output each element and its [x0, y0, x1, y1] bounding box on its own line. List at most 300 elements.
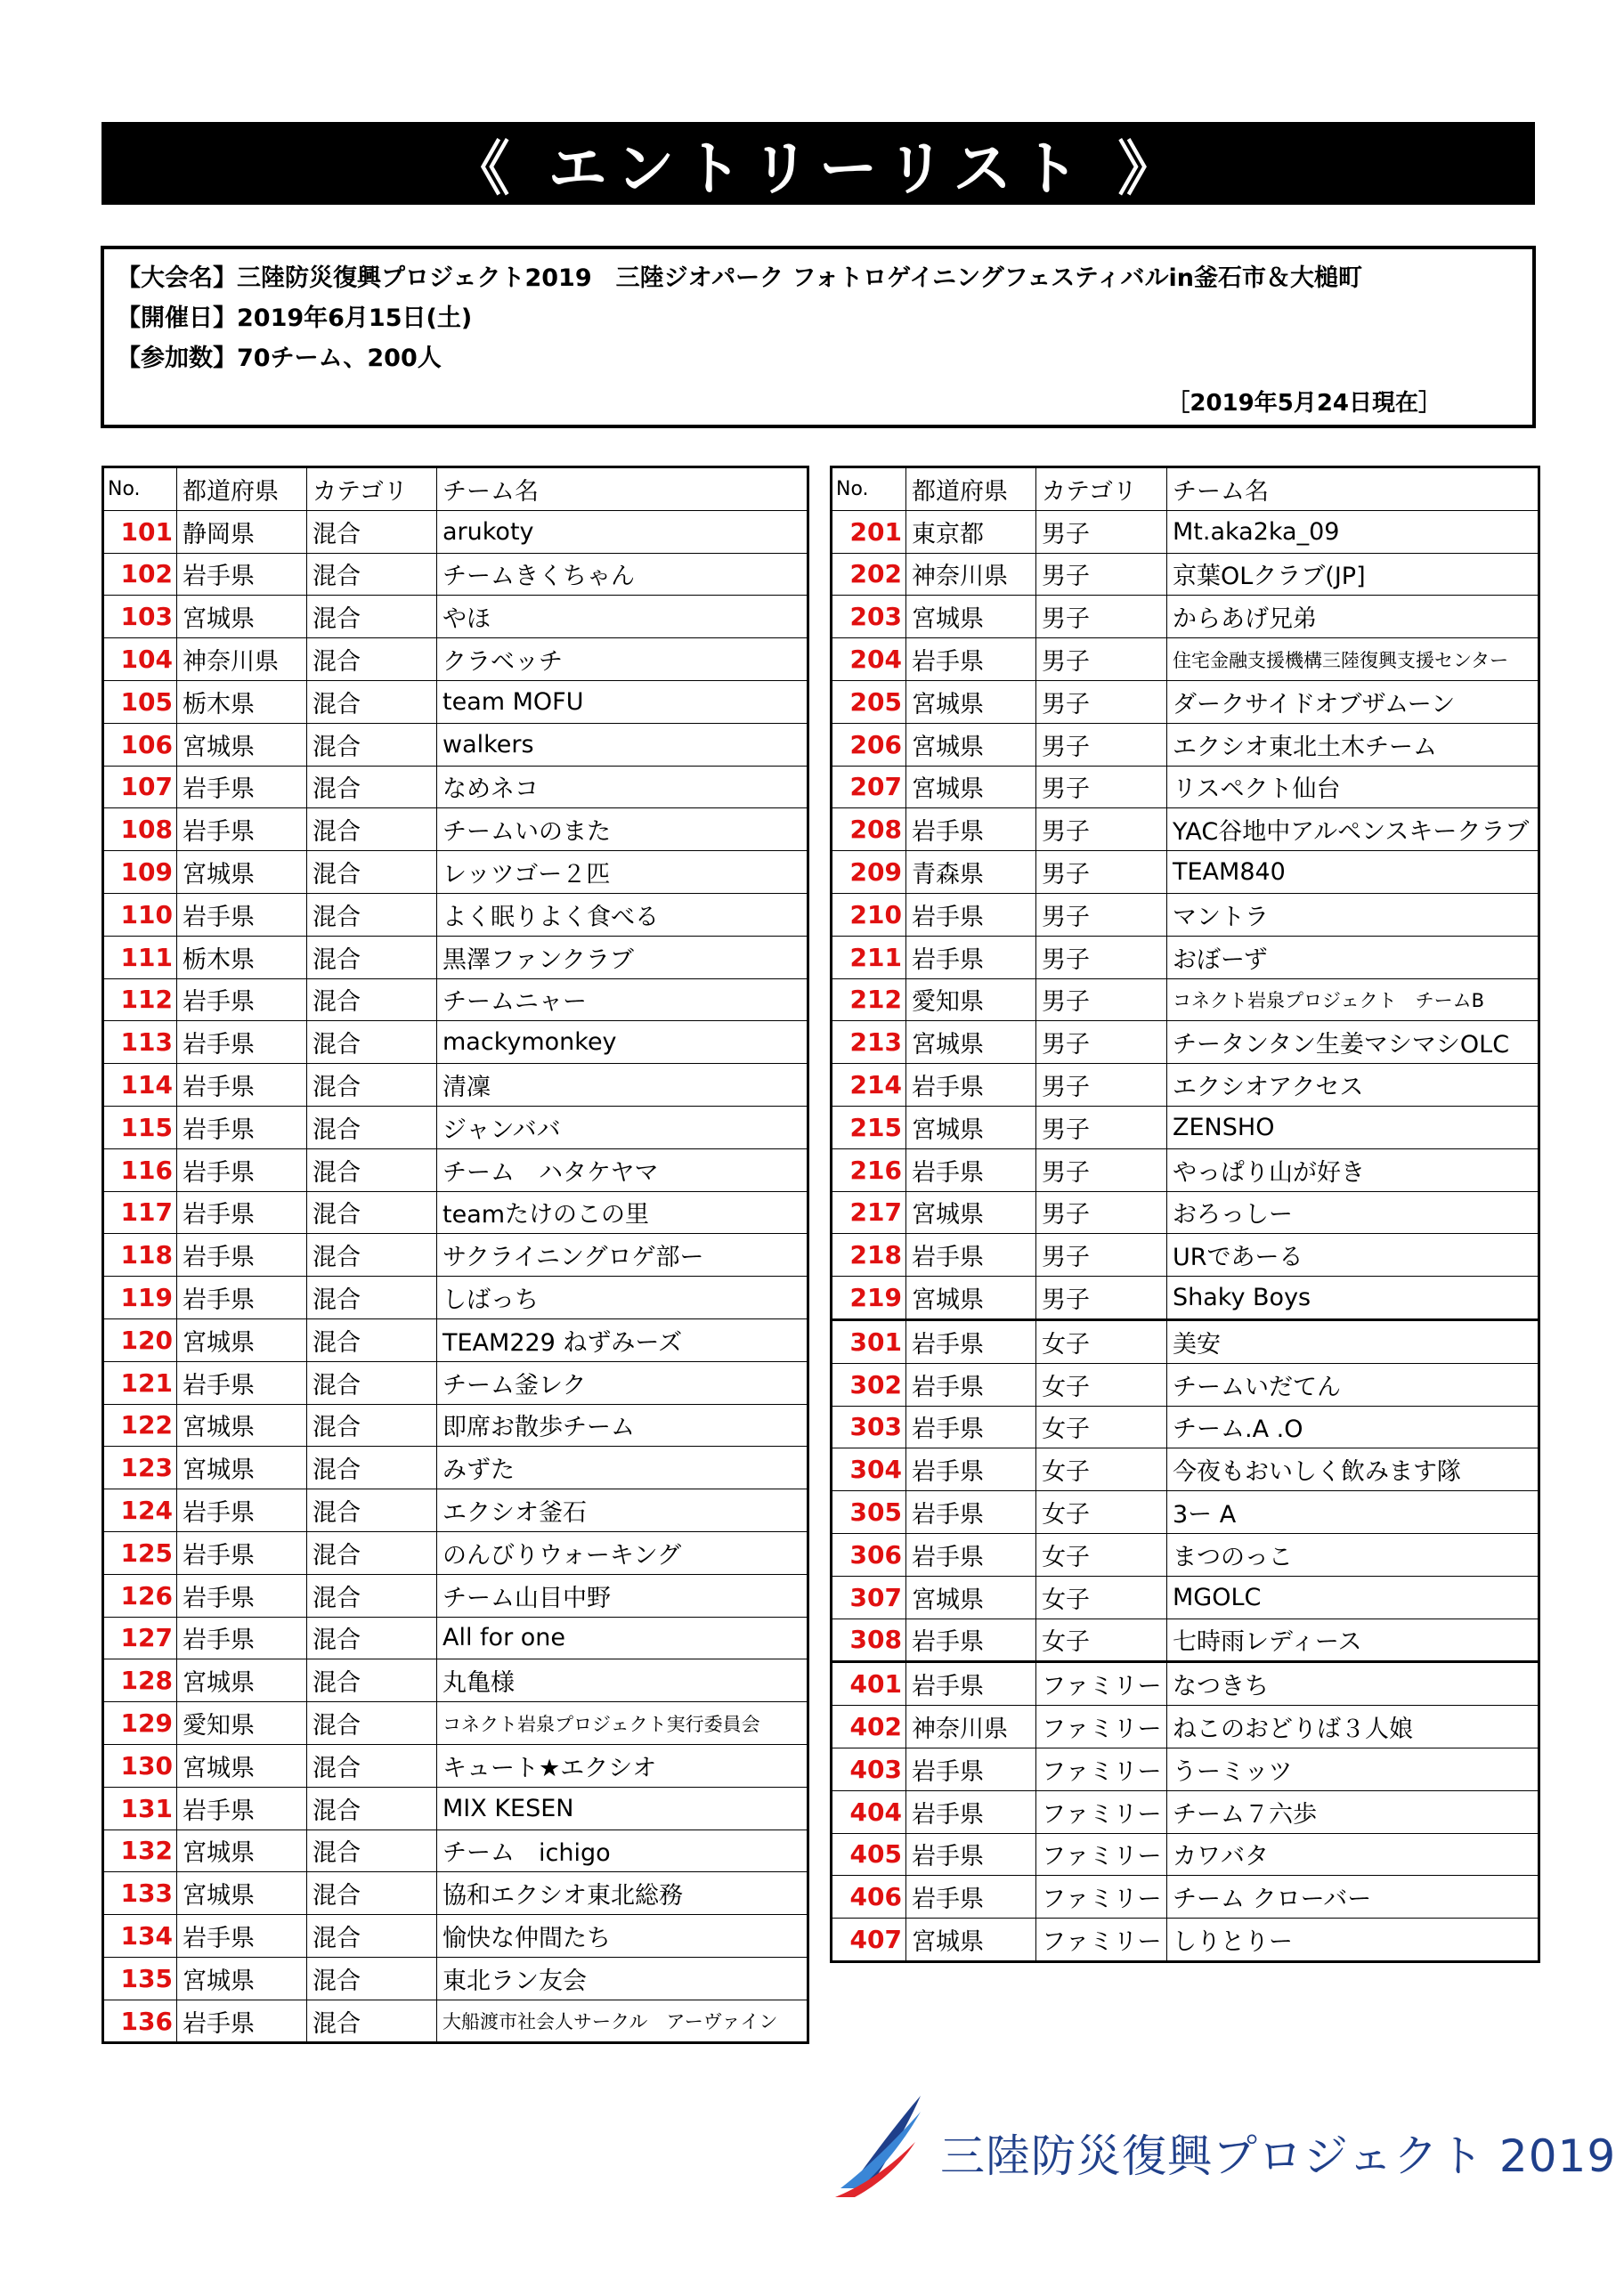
category-cell: 男子	[1036, 1148, 1167, 1191]
category-cell: 女子	[1036, 1406, 1167, 1448]
prefecture-cell: 岩手県	[906, 638, 1036, 681]
event-date: 【開催日】2019年6月15日(土)	[117, 304, 473, 332]
team-name-cell: しりとりー	[1167, 1919, 1539, 1962]
team-name-cell: チーム７六歩	[1167, 1790, 1539, 1833]
team-name-cell: Mt.aka2ka_09	[1167, 510, 1539, 553]
category-cell: 女子	[1036, 1576, 1167, 1619]
entry-number: 207	[832, 766, 906, 808]
prefecture-cell: 岩手県	[177, 1787, 307, 1829]
entry-number: 110	[103, 893, 177, 936]
entry-number: 307	[832, 1576, 906, 1619]
prefecture-cell: 岩手県	[177, 1531, 307, 1574]
prefecture-cell: 岩手県	[177, 1021, 307, 1064]
entry-number: 121	[103, 1361, 177, 1404]
entry-number: 203	[832, 596, 906, 638]
category-cell: 混合	[307, 510, 437, 553]
team-name-cell: 黒澤ファンクラブ	[437, 936, 808, 978]
team-name-cell: TEAM229 ねずみーズ	[437, 1318, 808, 1361]
entry-number: 106	[103, 723, 177, 766]
prefecture-cell: 宮城県	[906, 1576, 1036, 1619]
table-row	[103, 1617, 808, 1659]
category-cell: 混合	[307, 766, 437, 808]
event-name: 【大会名】三陸防災復興プロジェクト2019 三陸ジオパーク フォトロゲイニングフェスティバルin釜石市＆大槌町	[117, 264, 1363, 292]
entry-number: 218	[832, 1234, 906, 1277]
category-cell: 混合	[307, 553, 437, 596]
entry-number: 209	[832, 851, 906, 894]
prefecture-cell: 宮城県	[906, 1919, 1036, 1962]
column-header-prefecture: 都道府県	[906, 467, 1036, 511]
table-row	[832, 1533, 1539, 1576]
team-name-cell: team MOFU	[437, 680, 808, 723]
table-row	[832, 1064, 1539, 1107]
table-row	[832, 510, 1539, 553]
table-row	[103, 1361, 808, 1404]
table-row	[103, 1318, 808, 1361]
category-cell: ファミリー	[1036, 1833, 1167, 1876]
prefecture-cell: 岩手県	[906, 1064, 1036, 1107]
team-name-cell: みずた	[437, 1447, 808, 1489]
project-logo-text: 三陸防災復興プロジェクト 2019	[940, 2130, 1617, 2182]
table-row	[832, 1148, 1539, 1191]
category-cell: 女子	[1036, 1491, 1167, 1534]
team-name-cell: まつのっこ	[1167, 1533, 1539, 1576]
prefecture-cell: 宮城県	[906, 596, 1036, 638]
entry-number: 125	[103, 1531, 177, 1574]
column-header-no: No.	[103, 467, 177, 511]
category-cell: 混合	[307, 893, 437, 936]
column-header-category: カテゴリ	[307, 467, 437, 511]
table-row	[103, 510, 808, 553]
category-cell: ファミリー	[1036, 1706, 1167, 1748]
entry-number: 303	[832, 1406, 906, 1448]
prefecture-cell: 岩手県	[177, 1489, 307, 1532]
table-header-row	[103, 467, 808, 511]
category-cell: 混合	[307, 638, 437, 681]
team-name-cell: 大船渡市社会人サークル アーヴァイン	[437, 2000, 808, 2043]
table-row	[103, 1787, 808, 1829]
entry-number: 103	[103, 596, 177, 638]
team-name-cell: チーム ichigo	[437, 1829, 808, 1872]
prefecture-cell: 宮城県	[177, 723, 307, 766]
prefecture-cell: 岩手県	[177, 1574, 307, 1617]
prefecture-cell: 岩手県	[906, 1448, 1036, 1491]
prefecture-cell: 岩手県	[906, 1234, 1036, 1277]
prefecture-cell: 岩手県	[177, 766, 307, 808]
entry-number: 206	[832, 723, 906, 766]
entry-number: 132	[103, 1829, 177, 1872]
prefecture-cell: 宮城県	[177, 1318, 307, 1361]
prefecture-cell: 岩手県	[177, 1064, 307, 1107]
entry-number: 124	[103, 1489, 177, 1532]
table-row	[832, 893, 1539, 936]
category-cell: 混合	[307, 1957, 437, 2000]
entry-number: 213	[832, 1021, 906, 1064]
entry-number: 204	[832, 638, 906, 681]
prefecture-cell: 宮城県	[177, 1744, 307, 1787]
page-title: 《 エントリーリスト 》	[102, 122, 1535, 205]
table-row	[832, 1662, 1539, 1706]
team-name-cell: エクシオ釜石	[437, 1489, 808, 1532]
prefecture-cell: 栃木県	[177, 936, 307, 978]
entry-number: 109	[103, 851, 177, 894]
prefecture-cell: 岩手県	[906, 1619, 1036, 1662]
category-cell: 男子	[1036, 553, 1167, 596]
table-row	[832, 553, 1539, 596]
prefecture-cell: 岩手県	[906, 893, 1036, 936]
entry-number: 111	[103, 936, 177, 978]
category-cell: 混合	[307, 978, 437, 1021]
category-cell: 混合	[307, 1234, 437, 1277]
team-name-cell: チーム山目中野	[437, 1574, 808, 1617]
entry-number: 210	[832, 893, 906, 936]
entry-number: 404	[832, 1790, 906, 1833]
entry-number: 130	[103, 1744, 177, 1787]
team-name-cell: ねこのおどりば３人娘	[1167, 1706, 1539, 1748]
prefecture-cell: 宮城県	[906, 1106, 1036, 1148]
category-cell: 混合	[307, 1744, 437, 1787]
entry-number: 214	[832, 1064, 906, 1107]
prefecture-cell: 岩手県	[177, 1148, 307, 1191]
table-row	[832, 723, 1539, 766]
team-name-cell: レッツゴー２匹	[437, 851, 808, 894]
table-row	[103, 851, 808, 894]
team-name-cell: 愉快な仲間たち	[437, 1915, 808, 1958]
as-of-date: ［2019年5月24日現在］	[1166, 390, 1441, 417]
category-cell: 混合	[307, 808, 437, 851]
prefecture-cell: 岩手県	[906, 936, 1036, 978]
table-row	[103, 1148, 808, 1191]
team-name-cell: All for one	[437, 1617, 808, 1659]
category-cell: 女子	[1036, 1533, 1167, 1576]
prefecture-cell: 宮城県	[906, 680, 1036, 723]
category-cell: 男子	[1036, 1064, 1167, 1107]
team-name-cell: よく眠りよく食べる	[437, 893, 808, 936]
participant-count: 【参加数】70チーム、200人	[117, 345, 442, 372]
prefecture-cell: 東京都	[906, 510, 1036, 553]
entry-number: 123	[103, 1447, 177, 1489]
table-row	[832, 1919, 1539, 1962]
entry-number: 136	[103, 2000, 177, 2043]
team-name-cell: 3ー A	[1167, 1491, 1539, 1534]
entry-number: 215	[832, 1106, 906, 1148]
prefecture-cell: 愛知県	[906, 978, 1036, 1021]
entry-number: 304	[832, 1448, 906, 1491]
table-row	[103, 1489, 808, 1532]
prefecture-cell: 岩手県	[906, 1319, 1036, 1363]
team-name-cell: ダークサイドオブザムーン	[1167, 680, 1539, 723]
team-name-cell: やほ	[437, 596, 808, 638]
table-row	[103, 1872, 808, 1915]
prefecture-cell: 宮城県	[177, 851, 307, 894]
table-row	[832, 1234, 1539, 1277]
team-name-cell: arukoty	[437, 510, 808, 553]
table-row	[103, 680, 808, 723]
prefecture-cell: 岩手県	[906, 1833, 1036, 1876]
entry-number: 131	[103, 1787, 177, 1829]
category-cell: 混合	[307, 1787, 437, 1829]
prefecture-cell: 宮城県	[177, 1404, 307, 1447]
category-cell: 男子	[1036, 851, 1167, 894]
table-row	[103, 1659, 808, 1702]
team-name-cell: Shaky Boys	[1167, 1277, 1539, 1320]
team-name-cell: 丸亀様	[437, 1659, 808, 1702]
entry-number: 219	[832, 1277, 906, 1320]
table-row	[103, 1064, 808, 1107]
team-name-cell: コネクト岩泉プロジェクト実行委員会	[437, 1702, 808, 1745]
table-row	[103, 1957, 808, 2000]
team-name-cell: 京葉OLクラブ(JP]	[1167, 553, 1539, 596]
prefecture-cell: 岩手県	[177, 1915, 307, 1958]
table-row	[832, 596, 1539, 638]
entry-number: 117	[103, 1191, 177, 1234]
prefecture-cell: 宮城県	[177, 1957, 307, 2000]
prefecture-cell: 岩手県	[906, 1148, 1036, 1191]
category-cell: 混合	[307, 1148, 437, 1191]
table-row	[103, 766, 808, 808]
team-name-cell: 七時雨レディース	[1167, 1619, 1539, 1662]
entry-number: 306	[832, 1533, 906, 1576]
table-row	[103, 1531, 808, 1574]
category-cell: 混合	[307, 1829, 437, 1872]
category-cell: 混合	[307, 1106, 437, 1148]
prefecture-cell: 岩手県	[906, 1790, 1036, 1833]
team-name-cell: チームニャー	[437, 978, 808, 1021]
table-row	[832, 1491, 1539, 1534]
prefecture-cell: 宮城県	[177, 1829, 307, 1872]
team-name-cell: YAC谷地中アルペンスキークラブ	[1167, 808, 1539, 851]
category-cell: 混合	[307, 1447, 437, 1489]
entry-number: 216	[832, 1148, 906, 1191]
entry-number: 217	[832, 1191, 906, 1234]
category-cell: 男子	[1036, 680, 1167, 723]
entry-number: 133	[103, 1872, 177, 1915]
table-row	[103, 638, 808, 681]
category-cell: 混合	[307, 680, 437, 723]
team-name-cell: なめネコ	[437, 766, 808, 808]
table-row	[103, 808, 808, 851]
entry-number: 308	[832, 1619, 906, 1662]
team-name-cell: 清凜	[437, 1064, 808, 1107]
category-cell: 男子	[1036, 1106, 1167, 1148]
table-row	[103, 1702, 808, 1745]
entry-number: 112	[103, 978, 177, 1021]
team-name-cell: リスペクト仙台	[1167, 766, 1539, 808]
category-cell: 男子	[1036, 936, 1167, 978]
prefecture-cell: 岩手県	[177, 1234, 307, 1277]
team-name-cell: mackymonkey	[437, 1021, 808, 1064]
category-cell: ファミリー	[1036, 1748, 1167, 1790]
table-row	[832, 1406, 1539, 1448]
category-cell: 男子	[1036, 1234, 1167, 1277]
entry-number: 108	[103, 808, 177, 851]
category-cell: 女子	[1036, 1319, 1167, 1363]
table-row	[103, 1574, 808, 1617]
table-row	[103, 1191, 808, 1234]
entry-number: 116	[103, 1148, 177, 1191]
entry-number: 212	[832, 978, 906, 1021]
category-cell: 混合	[307, 596, 437, 638]
team-name-cell: チームきくちゃん	[437, 553, 808, 596]
entry-number: 105	[103, 680, 177, 723]
team-name-cell: チームいだてん	[1167, 1363, 1539, 1406]
table-row	[832, 766, 1539, 808]
category-cell: 混合	[307, 1064, 437, 1107]
team-name-cell: チーム釜レク	[437, 1361, 808, 1404]
prefecture-cell: 宮城県	[906, 1021, 1036, 1064]
prefecture-cell: 宮城県	[177, 1659, 307, 1702]
prefecture-cell: 静岡県	[177, 510, 307, 553]
team-name-cell: チーム.A .O	[1167, 1406, 1539, 1448]
prefecture-cell: 宮城県	[906, 1277, 1036, 1320]
team-name-cell: うーミッツ	[1167, 1748, 1539, 1790]
category-cell: 混合	[307, 1659, 437, 1702]
entry-number: 301	[832, 1319, 906, 1363]
category-cell: 混合	[307, 723, 437, 766]
prefecture-cell: 宮城県	[177, 1872, 307, 1915]
team-name-cell: MIX KESEN	[437, 1787, 808, 1829]
entry-number: 205	[832, 680, 906, 723]
table-row	[103, 1744, 808, 1787]
category-cell: 混合	[307, 1489, 437, 1532]
team-name-cell: おろっしー	[1167, 1191, 1539, 1234]
prefecture-cell: 青森県	[906, 851, 1036, 894]
table-row	[832, 638, 1539, 681]
prefecture-cell: 宮城県	[177, 1447, 307, 1489]
team-name-cell: からあげ兄弟	[1167, 596, 1539, 638]
team-name-cell: キュート★エクシオ	[437, 1744, 808, 1787]
team-name-cell: 協和エクシオ東北総務	[437, 1872, 808, 1915]
table-row	[103, 1021, 808, 1064]
entry-number: 406	[832, 1876, 906, 1919]
team-name-cell: 即席お散歩チーム	[437, 1404, 808, 1447]
prefecture-cell: 岩手県	[177, 553, 307, 596]
column-header-team: チーム名	[437, 467, 808, 511]
team-name-cell: チーム クローバー	[1167, 1876, 1539, 1919]
table-row	[103, 553, 808, 596]
entry-number: 135	[103, 1957, 177, 2000]
category-cell: 混合	[307, 1318, 437, 1361]
team-name-cell: teamたけのこの里	[437, 1191, 808, 1234]
team-name-cell: エクシオアクセス	[1167, 1064, 1539, 1107]
prefecture-cell: 岩手県	[177, 1191, 307, 1234]
table-row	[832, 1619, 1539, 1662]
entry-number: 403	[832, 1748, 906, 1790]
column-header-no: No.	[832, 467, 906, 511]
table-row	[832, 680, 1539, 723]
entry-number: 129	[103, 1702, 177, 1745]
category-cell: ファミリー	[1036, 1919, 1167, 1962]
category-cell: 混合	[307, 936, 437, 978]
entry-number: 107	[103, 766, 177, 808]
prefecture-cell: 宮城県	[906, 766, 1036, 808]
team-name-cell: 美安	[1167, 1319, 1539, 1363]
entry-number: 120	[103, 1318, 177, 1361]
table-row	[103, 723, 808, 766]
entry-number: 126	[103, 1574, 177, 1617]
prefecture-cell: 岩手県	[177, 978, 307, 1021]
category-cell: 男子	[1036, 978, 1167, 1021]
table-row	[832, 1448, 1539, 1491]
team-name-cell: walkers	[437, 723, 808, 766]
entry-number: 115	[103, 1106, 177, 1148]
prefecture-cell: 岩手県	[906, 1662, 1036, 1706]
column-header-prefecture: 都道府県	[177, 467, 307, 511]
team-name-cell: クラベッチ	[437, 638, 808, 681]
table-row	[832, 1790, 1539, 1833]
entry-number: 102	[103, 553, 177, 596]
category-cell: 女子	[1036, 1448, 1167, 1491]
prefecture-cell: 岩手県	[906, 1406, 1036, 1448]
event-info-box	[101, 246, 1536, 428]
category-cell: 男子	[1036, 766, 1167, 808]
category-cell: 女子	[1036, 1619, 1167, 1662]
team-name-cell: コネクト岩泉プロジェクト チームB	[1167, 978, 1539, 1021]
team-name-cell: マントラ	[1167, 893, 1539, 936]
column-header-team: チーム名	[1167, 467, 1539, 511]
team-name-cell: チームいのまた	[437, 808, 808, 851]
entry-number: 208	[832, 808, 906, 851]
table-row	[832, 1576, 1539, 1619]
category-cell: 男子	[1036, 1191, 1167, 1234]
table-row	[832, 1277, 1539, 1320]
team-name-cell: URであーる	[1167, 1234, 1539, 1277]
entry-number: 128	[103, 1659, 177, 1702]
entry-number: 211	[832, 936, 906, 978]
category-cell: 混合	[307, 1617, 437, 1659]
category-cell: 男子	[1036, 510, 1167, 553]
entry-number: 122	[103, 1404, 177, 1447]
prefecture-cell: 岩手県	[177, 1277, 307, 1319]
table-row	[103, 978, 808, 1021]
category-cell: 男子	[1036, 1277, 1167, 1320]
prefecture-cell: 岩手県	[906, 1876, 1036, 1919]
entry-number: 302	[832, 1363, 906, 1406]
category-cell: 男子	[1036, 1021, 1167, 1064]
prefecture-cell: 岩手県	[906, 1363, 1036, 1406]
team-name-cell: 東北ラン友会	[437, 1957, 808, 2000]
table-row	[103, 893, 808, 936]
category-cell: 混合	[307, 1872, 437, 1915]
table-row	[832, 978, 1539, 1021]
category-cell: 混合	[307, 1404, 437, 1447]
entry-number: 402	[832, 1706, 906, 1748]
table-row	[103, 2000, 808, 2043]
table-row	[832, 1833, 1539, 1876]
category-cell: ファミリー	[1036, 1876, 1167, 1919]
entry-number: 134	[103, 1915, 177, 1958]
project-logo	[835, 2092, 1617, 2199]
team-name-cell: なつきち	[1167, 1662, 1539, 1706]
category-cell: ファミリー	[1036, 1790, 1167, 1833]
prefecture-cell: 岩手県	[177, 1617, 307, 1659]
table-row	[832, 1191, 1539, 1234]
table-row	[832, 851, 1539, 894]
entry-table-left	[102, 466, 809, 2044]
entry-number: 202	[832, 553, 906, 596]
table-row	[103, 1106, 808, 1148]
team-name-cell: おぼーず	[1167, 936, 1539, 978]
category-cell: 女子	[1036, 1363, 1167, 1406]
team-name-cell: やっぱり山が好き	[1167, 1148, 1539, 1191]
entry-number: 101	[103, 510, 177, 553]
entry-number: 104	[103, 638, 177, 681]
prefecture-cell: 岩手県	[177, 2000, 307, 2043]
table-row	[103, 936, 808, 978]
category-cell: 男子	[1036, 893, 1167, 936]
prefecture-cell: 宮城県	[906, 723, 1036, 766]
entry-number: 127	[103, 1617, 177, 1659]
column-header-category: カテゴリ	[1036, 467, 1167, 511]
